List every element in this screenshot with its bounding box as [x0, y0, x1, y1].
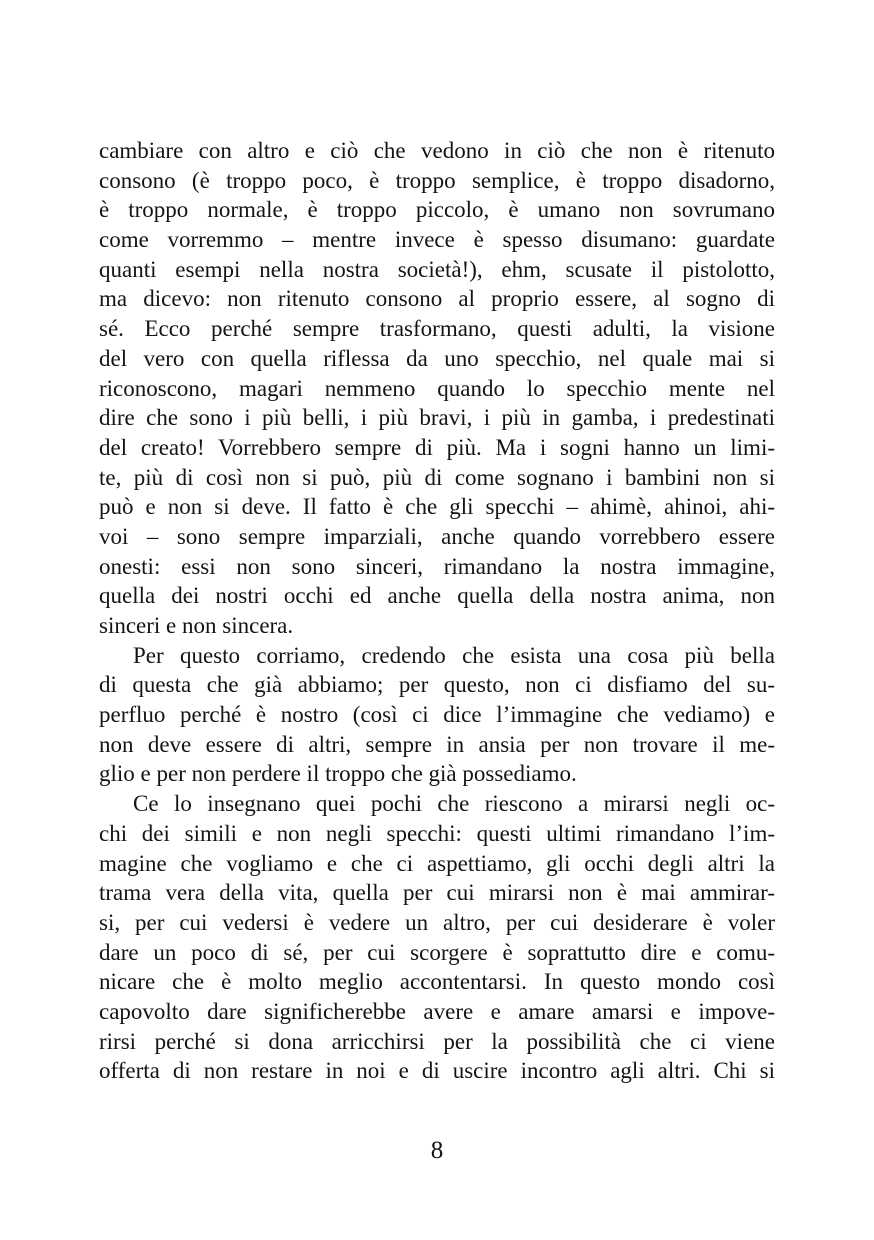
text-line: capovolto dare significherebbe avere e amare amarsi e impove-: [99, 998, 775, 1024]
text-line: voi – sono sempre imparziali, anche quando vorrebbero essere: [99, 523, 775, 549]
text-line: si, per cui vedersi è vedere un altro, per cui desiderare è voler: [99, 909, 775, 935]
text-line: magine che vogliamo e che ci aspettiamo, gli occhi degli altri la: [99, 850, 775, 876]
text-line: come vorremmo – mentre invece è spesso disumano: guardate: [99, 227, 775, 253]
text-line: è troppo normale, è troppo piccolo, è umano non sovrumano: [99, 197, 775, 223]
paragraph: [99, 789, 775, 1086]
text-line: riconoscono, magari nemmeno quando lo specchio mente nel: [99, 375, 775, 401]
text-line: non deve essere di altri, sempre in ansia per non trovare il me-: [99, 731, 775, 757]
text-line: di questa che già abbiamo; per questo, non ci disfiamo del su-: [99, 672, 775, 698]
text-line: chi dei simili e non negli specchi: questi ultimi rimandano l’im-: [99, 820, 775, 846]
text-line: può e non si deve. Il fatto è che gli specchi – ahimè, ahinoi, ahi-: [99, 494, 775, 520]
text-line: ma dicevo: non ritenuto consono al proprio essere, al sogno di: [99, 286, 775, 312]
text-line: consono (è troppo poco, è troppo semplice, è troppo disadorno,: [99, 167, 775, 193]
paragraph: [99, 136, 775, 641]
paragraph: [99, 641, 775, 789]
text-line: offerta di non restare in noi e di uscire incontro agli altri. Chi si: [99, 1058, 775, 1084]
text-line: sé. Ecco perché sempre trasformano, questi adulti, la visione: [99, 316, 775, 342]
text-block: [99, 136, 775, 1086]
page-number: 8: [430, 1137, 444, 1164]
text-line: trama vera della vita, quella per cui mirarsi non è mai ammirar-: [99, 880, 775, 906]
text-line: Ce lo insegnano quei pochi che riescono a mirarsi negli oc-: [133, 791, 775, 817]
text-line: del vero con quella riflessa da uno specchio, nel quale mai si: [99, 345, 775, 371]
text-line: nicare che è molto meglio accontentarsi. In questo mondo così: [99, 969, 775, 995]
text-line: sinceri e non sincera.: [99, 613, 294, 638]
text-line: onesti: essi non sono sinceri, rimandano la nostra immagine,: [99, 553, 775, 579]
text-line: te, più di così non si può, più di come sognano i bambini non si: [99, 464, 775, 490]
text-line: dire che sono i più belli, i più bravi, i più in gamba, i predestinati: [99, 405, 775, 431]
text-line: glio e per non perdere il troppo che già possediamo.: [99, 761, 577, 787]
text-line: dare un poco di sé, per cui scorgere è soprattutto dire e comu-: [99, 939, 775, 965]
text-line: quella dei nostri occhi ed anche quella della nostra anima, non: [99, 583, 775, 609]
text-line: Per questo corriamo, credendo che esista una cosa più bella: [133, 642, 775, 668]
text-line: perfluo perché è nostro (così ci dice l’immagine che vediamo) e: [99, 702, 775, 728]
text-line: del creato! Vorrebbero sempre di più. Ma i sogni hanno un limi-: [99, 434, 775, 460]
text-line: quanti esempi nella nostra società!), ehm, scusate il pistolotto,: [99, 256, 775, 282]
text-line: cambiare con altro e ciò che vedono in ciò che non è ritenuto: [99, 138, 775, 163]
text-line: rirsi perché si dona arricchirsi per la possibilità che ci viene: [99, 1028, 775, 1054]
